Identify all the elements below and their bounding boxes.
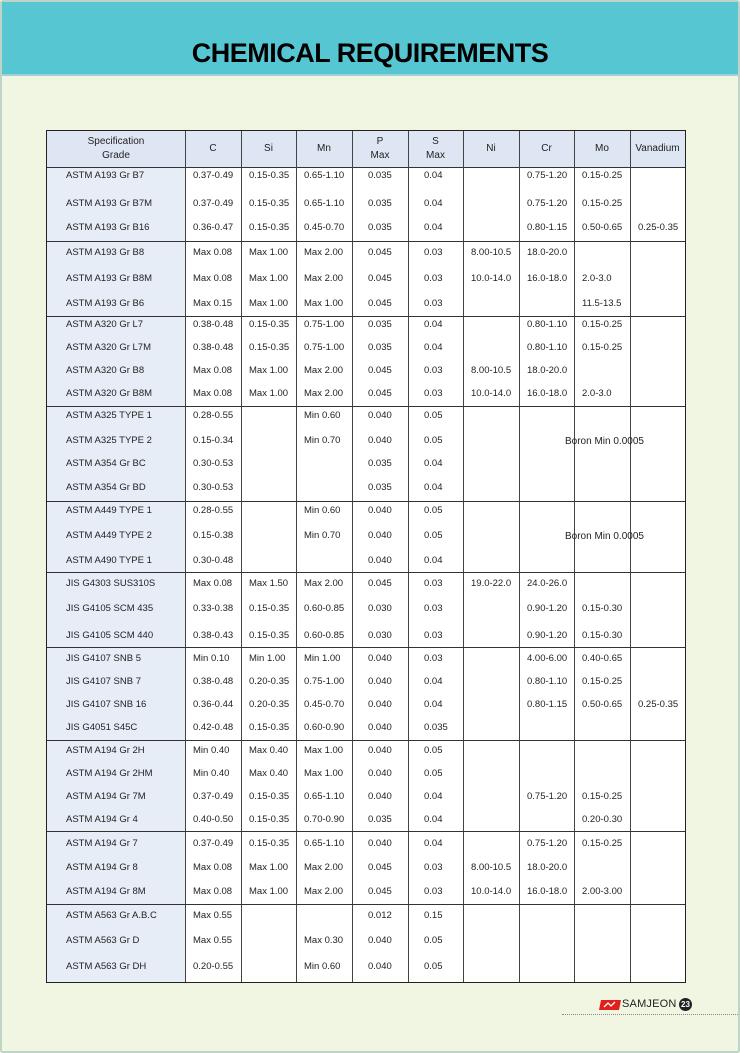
header-spec — [47, 131, 185, 167]
value-cell-c: Max 0.08 — [193, 578, 233, 589]
header-si — [241, 131, 296, 167]
value-cell-s: 0.03 — [424, 388, 443, 399]
value-cell-c: 0.15-0.38 — [193, 530, 234, 541]
header-c — [185, 131, 241, 167]
value-cell-cr: 16.0-18.0 — [527, 388, 568, 399]
value-cell-mn: Max 1.00 — [304, 745, 344, 756]
grade-cell: ASTM A193 Gr B7M — [66, 198, 153, 209]
value-cell-c: Max 0.08 — [193, 886, 233, 897]
value-cell-mo: 0.15-0.25 — [582, 342, 623, 353]
value-cell-cr: 18.0-20.0 — [527, 247, 568, 258]
value-cell-mn: Min 0.60 — [304, 505, 341, 516]
grade-cell: ASTM A490 TYPE 1 — [66, 555, 152, 566]
value-cell-si: Max 1.00 — [249, 247, 289, 258]
grade-cell: ASTM A194 Gr 7M — [66, 791, 146, 802]
value-cell-c: Min 0.10 — [193, 653, 230, 664]
brand-name: SAMJEON — [622, 998, 677, 1010]
page-title: CHEMICAL REQUIREMENTS — [191, 38, 549, 68]
column-divider — [352, 131, 353, 982]
value-cell-s: 0.03 — [424, 365, 443, 376]
value-cell-s: 0.05 — [424, 530, 443, 541]
header-spec-line: Grade — [102, 150, 130, 161]
value-cell-mn: Max 1.00 — [304, 768, 344, 779]
grade-cell: ASTM A325 TYPE 1 — [66, 410, 152, 421]
value-cell-ni: 8.00-10.5 — [471, 247, 512, 258]
value-cell-si: Max 1.00 — [249, 886, 289, 897]
value-cell-mn: Max 1.00 — [304, 298, 344, 309]
value-cell-mn: Max 2.00 — [304, 388, 344, 399]
value-cell-s: 0.05 — [424, 745, 443, 756]
group-divider — [47, 740, 685, 741]
value-cell-cr: 0.75-1.20 — [527, 170, 568, 181]
value-cell-p: 0.035 — [368, 170, 392, 181]
value-cell-c: Max 0.15 — [193, 298, 233, 309]
value-cell-mo: 0.15-0.25 — [582, 676, 623, 687]
value-cell-c: Max 0.08 — [193, 862, 233, 873]
grade-cell: ASTM A193 Gr B16 — [66, 222, 150, 233]
value-cell-cr: 0.90-1.20 — [527, 603, 568, 614]
value-cell-mo: 2.00-3.00 — [582, 886, 623, 897]
value-cell-mn: 0.60-0.85 — [304, 630, 345, 641]
value-cell-s: 0.04 — [424, 838, 443, 849]
group-divider — [47, 831, 685, 832]
value-cell-s: 0.04 — [424, 555, 443, 566]
value-cell-s: 0.03 — [424, 630, 443, 641]
value-cell-s: 0.04 — [424, 482, 443, 493]
value-cell-s: 0.03 — [424, 578, 443, 589]
value-cell-s: 0.04 — [424, 222, 443, 233]
value-cell-mn: Min 0.60 — [304, 410, 341, 421]
value-cell-cr: 0.80-1.10 — [527, 676, 568, 687]
value-cell-mo: 0.50-0.65 — [582, 699, 623, 710]
grade-cell: JIS G4107 SNB 16 — [66, 699, 147, 710]
value-cell-cr: 0.90-1.20 — [527, 630, 568, 641]
grade-cell: ASTM A193 Gr B8 — [66, 247, 145, 258]
value-cell-c: Max 0.08 — [193, 365, 233, 376]
value-cell-s: 0.04 — [424, 814, 443, 825]
header-mn — [296, 131, 352, 167]
header-ni — [463, 131, 519, 167]
value-cell-cr: 0.75-1.20 — [527, 838, 568, 849]
value-cell-mn: Max 2.00 — [304, 365, 344, 376]
value-cell-s: 0.03 — [424, 247, 443, 258]
value-cell-s: 0.05 — [424, 505, 443, 516]
value-cell-si: 0.15-0.35 — [249, 722, 290, 733]
header-s-line: S — [432, 136, 439, 147]
grade-cell: JIS G4051 S45C — [66, 722, 138, 733]
value-cell-mn: Min 0.70 — [304, 435, 341, 446]
value-cell-mn: 0.45-0.70 — [304, 699, 345, 710]
value-cell-p: 0.030 — [368, 603, 392, 614]
value-cell-s: 0.04 — [424, 791, 443, 802]
value-cell-c: 0.38-0.48 — [193, 342, 234, 353]
value-cell-si: 0.15-0.35 — [249, 630, 290, 641]
grade-cell: ASTM A354 Gr BD — [66, 482, 146, 493]
value-cell-mo: 0.15-0.25 — [582, 319, 623, 330]
value-cell-mo: 0.15-0.25 — [582, 791, 623, 802]
column-divider — [630, 131, 631, 982]
value-cell-s: 0.04 — [424, 676, 443, 687]
value-cell-p: 0.045 — [368, 365, 392, 376]
value-cell-mn: Max 2.00 — [304, 247, 344, 258]
grade-cell: ASTM A563 Gr DH — [66, 961, 147, 972]
header-mn-line: Mn — [317, 143, 331, 154]
grade-cell: ASTM A320 Gr L7 — [66, 319, 144, 330]
value-cell-p: 0.040 — [368, 653, 392, 664]
value-cell-cr: 0.75-1.20 — [527, 198, 568, 209]
grade-cell: JIS G4105 SCM 435 — [66, 603, 154, 614]
value-cell-mn: Min 0.70 — [304, 530, 341, 541]
value-cell-cr: 18.0-20.0 — [527, 862, 568, 873]
value-cell-p: 0.045 — [368, 862, 392, 873]
value-cell-v: 0.25-0.35 — [638, 222, 679, 233]
value-cell-p: 0.045 — [368, 578, 392, 589]
value-cell-si: 0.15-0.35 — [249, 603, 290, 614]
value-cell-c: 0.38-0.48 — [193, 319, 234, 330]
value-cell-c: 0.37-0.49 — [193, 198, 234, 209]
page-number: 23 — [679, 998, 692, 1011]
value-cell-c: Min 0.40 — [193, 768, 230, 779]
table-header-row — [47, 131, 685, 168]
value-cell-s: 0.04 — [424, 342, 443, 353]
value-cell-si: 0.15-0.35 — [249, 814, 290, 825]
column-divider — [574, 131, 575, 982]
group-divider — [47, 501, 685, 502]
header-cr — [519, 131, 574, 167]
value-cell-p: 0.045 — [368, 298, 392, 309]
value-cell-p: 0.040 — [368, 530, 392, 541]
value-cell-s: 0.15 — [424, 910, 443, 921]
value-cell-s: 0.04 — [424, 170, 443, 181]
grade-cell: JIS G4303 SUS310S — [66, 578, 156, 589]
value-cell-p: 0.045 — [368, 886, 392, 897]
value-cell-c: Min 0.40 — [193, 745, 230, 756]
value-cell-mo: 0.15-0.25 — [582, 838, 623, 849]
value-cell-c: Max 0.55 — [193, 910, 233, 921]
value-cell-si: 0.15-0.35 — [249, 791, 290, 802]
value-cell-si: Max 1.00 — [249, 862, 289, 873]
value-cell-mn: 0.70-0.90 — [304, 814, 345, 825]
samjeon-logo-icon — [599, 1000, 621, 1010]
value-cell-mo: 0.15-0.30 — [582, 603, 623, 614]
chemical-requirements-table — [46, 130, 686, 983]
value-cell-s: 0.05 — [424, 768, 443, 779]
value-cell-p: 0.035 — [368, 198, 392, 209]
value-cell-si: 0.15-0.35 — [249, 838, 290, 849]
value-cell-c: 0.33-0.38 — [193, 603, 234, 614]
value-cell-s: 0.05 — [424, 410, 443, 421]
grade-cell: ASTM A320 Gr L7M — [66, 342, 152, 353]
value-cell-si: 0.20-0.35 — [249, 699, 290, 710]
value-cell-s: 0.03 — [424, 653, 443, 664]
grade-cell: ASTM A194 Gr 7 — [66, 838, 138, 849]
value-cell-si: 0.20-0.35 — [249, 676, 290, 687]
value-cell-c: Max 0.55 — [193, 935, 233, 946]
value-cell-si: Max 0.40 — [249, 768, 289, 779]
boron-note: Boron Min 0.0005 — [565, 531, 644, 542]
value-cell-si: Max 1.00 — [249, 365, 289, 376]
value-cell-cr: 0.80-1.15 — [527, 222, 568, 233]
header-v — [630, 131, 685, 167]
value-cell-p: 0.040 — [368, 410, 392, 421]
value-cell-mn: Max 2.00 — [304, 862, 344, 873]
value-cell-cr: 0.80-1.15 — [527, 699, 568, 710]
value-cell-c: 0.38-0.43 — [193, 630, 234, 641]
value-cell-p: 0.040 — [368, 791, 392, 802]
value-cell-c: 0.36-0.44 — [193, 699, 234, 710]
value-cell-c: Max 0.08 — [193, 247, 233, 258]
column-divider — [185, 131, 186, 982]
value-cell-ni: 8.00-10.5 — [471, 862, 512, 873]
header-p-line: P — [376, 136, 384, 147]
value-cell-mo: 0.15-0.30 — [582, 630, 623, 641]
value-cell-cr: 0.75-1.20 — [527, 791, 568, 802]
value-cell-mn: 0.75-1.00 — [304, 342, 345, 353]
value-cell-c: 0.37-0.49 — [193, 170, 234, 181]
value-cell-mo: 0.15-0.25 — [582, 198, 623, 209]
value-cell-si: 0.15-0.35 — [249, 222, 290, 233]
value-cell-mn: Min 0.60 — [304, 961, 341, 972]
value-cell-mo: 0.40-0.65 — [582, 653, 623, 664]
grade-cell: ASTM A354 Gr BC — [66, 458, 146, 469]
grade-cell: ASTM A193 Gr B6 — [66, 298, 145, 309]
value-cell-p: 0.040 — [368, 768, 392, 779]
value-cell-mo: 2.0-3.0 — [582, 273, 612, 284]
footer-rule — [562, 1014, 738, 1015]
value-cell-mn: Max 2.00 — [304, 886, 344, 897]
value-cell-mn: 0.60-0.90 — [304, 722, 345, 733]
value-cell-mn: Min 1.00 — [304, 653, 341, 664]
value-cell-cr: 0.80-1.10 — [527, 342, 568, 353]
header-v-line: Vanadium — [635, 143, 680, 154]
value-cell-c: 0.20-0.55 — [193, 961, 234, 972]
group-divider — [47, 241, 685, 242]
value-cell-si: Max 1.00 — [249, 388, 289, 399]
grade-cell: ASTM A193 Gr B8M — [66, 273, 153, 284]
value-cell-s: 0.03 — [424, 603, 443, 614]
grade-cell: ASTM A320 Gr B8M — [66, 388, 153, 399]
grade-cell: ASTM A563 Gr D — [66, 935, 140, 946]
value-cell-p: 0.040 — [368, 935, 392, 946]
value-cell-p: 0.035 — [368, 222, 392, 233]
value-cell-c: 0.37-0.49 — [193, 838, 234, 849]
value-cell-s: 0.03 — [424, 862, 443, 873]
value-cell-cr: 16.0-18.0 — [527, 273, 568, 284]
header-mo — [574, 131, 630, 167]
value-cell-p: 0.045 — [368, 388, 392, 399]
value-cell-si: 0.15-0.35 — [249, 319, 290, 330]
value-cell-si: Min 1.00 — [249, 653, 286, 664]
value-cell-c: 0.28-0.55 — [193, 505, 234, 516]
value-cell-s: 0.03 — [424, 273, 443, 284]
header-s — [408, 131, 463, 167]
value-cell-p: 0.035 — [368, 458, 392, 469]
value-cell-cr: 16.0-18.0 — [527, 886, 568, 897]
group-divider — [47, 647, 685, 648]
group-divider — [47, 316, 685, 317]
grade-cell: ASTM A194 Gr 4 — [66, 814, 138, 825]
value-cell-mo: 0.20-0.30 — [582, 814, 623, 825]
value-cell-mo: 0.15-0.25 — [582, 170, 623, 181]
value-cell-si: Max 0.40 — [249, 745, 289, 756]
value-cell-si: 0.15-0.35 — [249, 170, 290, 181]
group-divider — [47, 572, 685, 573]
value-cell-si: Max 1.00 — [249, 298, 289, 309]
value-cell-c: 0.37-0.49 — [193, 791, 234, 802]
value-cell-p: 0.040 — [368, 435, 392, 446]
value-cell-c: Max 0.08 — [193, 273, 233, 284]
value-cell-mn: 0.45-0.70 — [304, 222, 345, 233]
value-cell-s: 0.03 — [424, 298, 443, 309]
value-cell-s: 0.04 — [424, 198, 443, 209]
value-cell-p: 0.012 — [368, 910, 392, 921]
value-cell-s: 0.03 — [424, 886, 443, 897]
value-cell-p: 0.035 — [368, 814, 392, 825]
value-cell-c: 0.30-0.53 — [193, 482, 234, 493]
header-spec-line: Specification — [87, 136, 145, 147]
value-cell-s: 0.04 — [424, 319, 443, 330]
grade-cell: JIS G4107 SNB 5 — [66, 653, 141, 664]
grade-cell: ASTM A449 TYPE 1 — [66, 505, 152, 516]
value-cell-mn: 0.75-1.00 — [304, 319, 345, 330]
value-cell-p: 0.035 — [368, 319, 392, 330]
value-cell-c: 0.40-0.50 — [193, 814, 234, 825]
value-cell-p: 0.040 — [368, 745, 392, 756]
header-p — [352, 131, 408, 167]
value-cell-mn: 0.60-0.85 — [304, 603, 345, 614]
grade-cell: ASTM A325 TYPE 2 — [66, 435, 152, 446]
value-cell-s: 0.05 — [424, 935, 443, 946]
value-cell-c: 0.42-0.48 — [193, 722, 234, 733]
value-cell-p: 0.030 — [368, 630, 392, 641]
value-cell-p: 0.040 — [368, 838, 392, 849]
value-cell-s: 0.05 — [424, 961, 443, 972]
value-cell-si: Max 1.00 — [249, 273, 289, 284]
column-divider — [241, 131, 242, 982]
grade-cell: ASTM A193 Gr B7 — [66, 170, 145, 181]
value-cell-p: 0.040 — [368, 676, 392, 687]
value-cell-mo: 2.0-3.0 — [582, 388, 612, 399]
value-cell-s: 0.05 — [424, 435, 443, 446]
header-si-line: Si — [264, 143, 273, 154]
value-cell-p: 0.035 — [368, 342, 392, 353]
value-cell-c: 0.30-0.53 — [193, 458, 234, 469]
header-mo-line: Mo — [595, 143, 609, 154]
value-cell-p: 0.040 — [368, 961, 392, 972]
value-cell-mn: 0.75-1.00 — [304, 676, 345, 687]
value-cell-cr: 0.80-1.10 — [527, 319, 568, 330]
value-cell-s: 0.035 — [424, 722, 448, 733]
group-divider — [47, 904, 685, 905]
value-cell-mn: 0.65-1.10 — [304, 838, 345, 849]
value-cell-p: 0.045 — [368, 273, 392, 284]
value-cell-p: 0.040 — [368, 505, 392, 516]
value-cell-ni: 10.0-14.0 — [471, 388, 512, 399]
value-cell-p: 0.040 — [368, 722, 392, 733]
value-cell-mn: 0.65-1.10 — [304, 198, 345, 209]
value-cell-c: Max 0.08 — [193, 388, 233, 399]
value-cell-ni: 8.00-10.5 — [471, 365, 512, 376]
value-cell-si: Max 1.50 — [249, 578, 289, 589]
grade-cell: ASTM A194 Gr 8 — [66, 862, 138, 873]
column-divider — [519, 131, 520, 982]
value-cell-p: 0.040 — [368, 699, 392, 710]
group-divider — [47, 406, 685, 407]
value-cell-mn: Max 0.30 — [304, 935, 344, 946]
grade-cell: ASTM A194 Gr 2HM — [66, 768, 153, 779]
value-cell-c: 0.36-0.47 — [193, 222, 234, 233]
value-cell-ni: 10.0-14.0 — [471, 273, 512, 284]
value-cell-c: 0.15-0.34 — [193, 435, 234, 446]
value-cell-mo: 11.5-13.5 — [582, 298, 622, 309]
value-cell-p: 0.035 — [368, 482, 392, 493]
column-divider — [296, 131, 297, 982]
boron-note: Boron Min 0.0005 — [565, 436, 644, 447]
grade-cell: ASTM A194 Gr 2H — [66, 745, 145, 756]
value-cell-c: 0.30-0.48 — [193, 555, 234, 566]
column-divider — [408, 131, 409, 982]
value-cell-cr: 24.0-26.0 — [527, 578, 568, 589]
grade-cell: JIS G4105 SCM 440 — [66, 630, 154, 641]
grade-cell: ASTM A320 Gr B8 — [66, 365, 145, 376]
header-p-line: Max — [370, 150, 390, 161]
value-cell-mn: 0.65-1.10 — [304, 791, 345, 802]
value-cell-c: 0.28-0.55 — [193, 410, 234, 421]
grade-cell: JIS G4107 SNB 7 — [66, 676, 141, 687]
value-cell-p: 0.040 — [368, 555, 392, 566]
value-cell-si: 0.15-0.35 — [249, 198, 290, 209]
grade-cell: ASTM A449 TYPE 2 — [66, 530, 152, 541]
value-cell-mo: 0.50-0.65 — [582, 222, 623, 233]
value-cell-v: 0.25-0.35 — [638, 699, 679, 710]
value-cell-cr: 18.0-20.0 — [527, 365, 568, 376]
value-cell-mn: 0.65-1.10 — [304, 170, 345, 181]
value-cell-s: 0.04 — [424, 458, 443, 469]
value-cell-mn: Max 2.00 — [304, 578, 344, 589]
value-cell-p: 0.045 — [368, 247, 392, 258]
value-cell-ni: 10.0-14.0 — [471, 886, 512, 897]
value-cell-si: 0.15-0.35 — [249, 342, 290, 353]
value-cell-cr: 4.00-6.00 — [527, 653, 568, 664]
header-s-line: Max — [426, 150, 445, 161]
header-cr-line: Cr — [541, 143, 552, 154]
value-cell-mn: Max 2.00 — [304, 273, 344, 284]
header-c-line: C — [209, 143, 217, 154]
column-divider — [463, 131, 464, 982]
grade-cell: ASTM A563 Gr A.B.C — [66, 910, 157, 921]
value-cell-c: 0.38-0.48 — [193, 676, 234, 687]
grade-cell: ASTM A194 Gr 8M — [66, 886, 146, 897]
value-cell-s: 0.04 — [424, 699, 443, 710]
header-ni-line: Ni — [486, 143, 496, 154]
value-cell-ni: 19.0-22.0 — [471, 578, 512, 589]
